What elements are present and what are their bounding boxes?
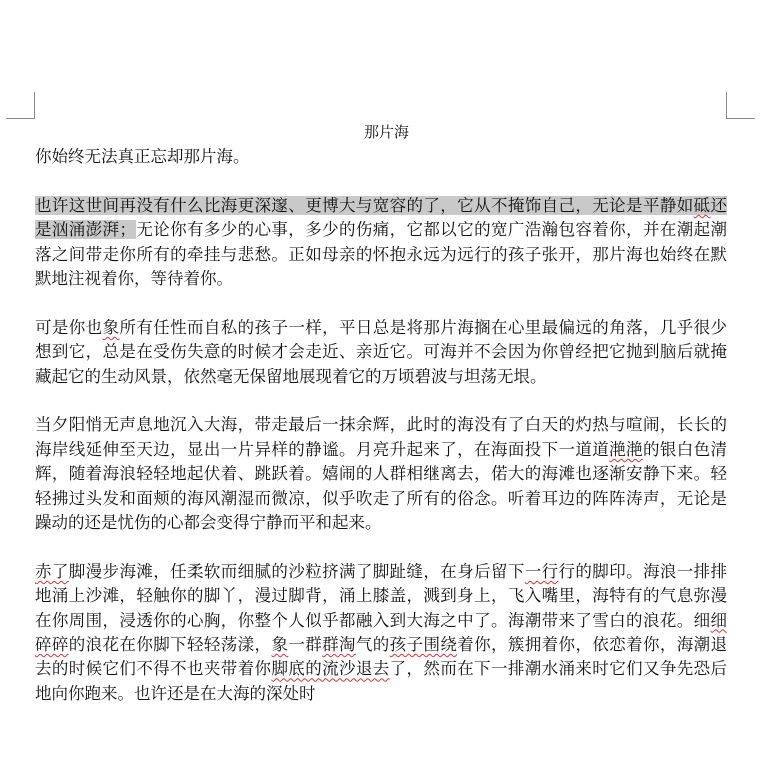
paragraph-text: 的浪花在你脚下轻轻荡漾， <box>68 635 272 655</box>
paragraph-text: 可是你也 <box>35 317 103 337</box>
spellcheck-flagged-text: 象 <box>271 635 289 655</box>
spellcheck-flagged-text: 滟滟 <box>609 439 643 459</box>
paragraph-text: 气的 <box>355 635 390 655</box>
paragraph <box>35 413 727 535</box>
spellcheck-flagged-text: 群淘 <box>322 635 356 655</box>
paragraph-text: 当夕阳悄无声息地沉入大海，带走最后一抹余辉，此时的海没有了白天的灼热与喧闹，长长的海岸线延伸至天边，显出一片异样的静谧。月亮升起来了，在海面投下一道道 <box>35 415 727 459</box>
selected-text: 还是汹涌澎湃； <box>35 195 728 240</box>
paragraph-text: 一群 <box>288 635 323 655</box>
paragraph-text: 脚漫步海滩，任柔软而细腻的沙粒挤满了脚趾缝，在身后留下 <box>68 561 525 581</box>
spellcheck-flagged-text: 赤了 <box>35 561 69 581</box>
spellcheck-flagged-text: 一行 <box>524 561 559 581</box>
margin-crop-mark-right <box>726 92 755 119</box>
selected-text: 也许这世间再没有什么比海更深邃、更博大与宽容的了，它从不掩饰自己，无论是平静如 <box>35 195 694 215</box>
paragraph-text: 了，然而在下一排潮水涌来时它们又争先恐后地向你跑来。也许还是在大海的深处时 <box>35 659 728 703</box>
document-title: 那片海 <box>363 123 409 141</box>
paragraph-text: 行的脚印。海浪一排排地涌上沙滩，轻触你的脚丫，漫过脚背，涌上膝盖，溅到身上，飞入嘴里，海特有的气息弥漫在你周围，浸透你的心胸，你整个人似乎都融入到大海之中了。海潮带来了雪白的浪花。细 <box>35 561 728 630</box>
document-body[interactable] <box>35 145 727 731</box>
paragraph-text: 无论你有多少的心事，多少的伤痛，它都以它的宽广浩瀚包容着你，并在潮起潮落之间带走你所有的牵挂与悲愁。正如母亲的怀抱永远为远行的孩子张开，那片海也始终在默默地注视着你，等待着你。 <box>35 220 727 289</box>
spellcheck-flagged-text: 孩子围绕 <box>389 635 458 655</box>
paragraph-text: 着你，簇拥着你，依恋着你，海潮退去的时候它们不得不也夹带着你 <box>35 635 728 679</box>
paragraph-text: 所有任性而自私的孩子一样，平日总是将那片海搁在心里最偏远的角落，几乎很少想到它，总是在受伤失意的时候才会走近、亲近它。可海并不会因为你曾经把它抛到脑后就掩藏起它的生动风景，依然毫无保留地展现着它的万顷碧波与坦荡无垠。 <box>35 317 728 386</box>
spellcheck-flagged-text: 砥 <box>693 195 711 215</box>
paragraph <box>35 194 727 292</box>
spellcheck-flagged-text: 脚底的流沙退去 <box>271 659 390 679</box>
paragraph <box>35 145 727 169</box>
paragraph <box>35 316 727 389</box>
paragraph <box>35 560 727 706</box>
paragraph-text: 的银白色清辉，随着海浪轻轻地起伏着、跳跃着。嬉闹的人群相继离去，偌大的海滩也逐渐安静下来。轻轻拂过头发和面颊的海风潮湿而微凉，似乎吹走了所有的俗念。听着耳边的阵阵涛声，无论是躁动的还是忧伤的心都会变得宁静而平和起来。 <box>35 439 728 533</box>
paragraph-text: 你始终无法真正忘却那片海。 <box>35 147 250 166</box>
spellcheck-flagged-text: 细碎碎 <box>35 610 727 655</box>
margin-crop-mark-left <box>6 92 35 119</box>
spellcheck-flagged-text: 象 <box>102 317 120 337</box>
